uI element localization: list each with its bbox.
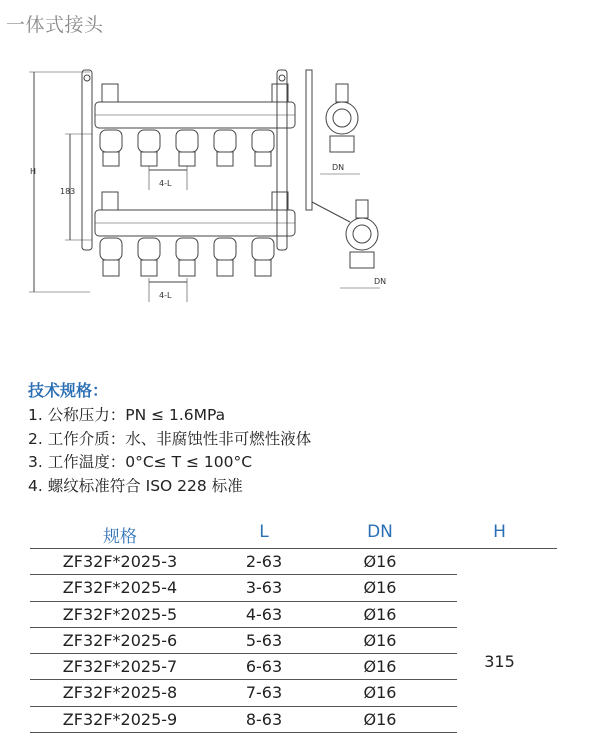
header-dn: DN [367,522,393,542]
spacing-top-label: 4-L [159,179,172,188]
h-value-label: 183 [60,187,76,196]
dn-bottom-label: DN [374,277,387,286]
spec-item: 4. 螺纹标准符合 ISO 228 标准 [28,476,243,495]
manifold-technical-drawing [20,62,400,307]
cell-dn: Ø16 [363,552,397,571]
cell-model: ZF32F*2025-7 [62,657,178,677]
cell-model: ZF32F*2025-3 [62,552,178,571]
spec-table [30,520,557,733]
table-body [30,549,557,733]
h-label: H [30,167,37,176]
dn-top-label: DN [332,163,345,172]
table-row [30,628,457,654]
table-row [30,549,457,575]
cell-dn: Ø16 [363,657,397,677]
cell-l: 2-63 [245,552,283,571]
cell-l: 4-63 [245,604,283,624]
header-model: 规格 [103,527,137,547]
header-h: H [493,522,506,542]
cell-l: 6-63 [245,657,283,677]
table-header [30,520,557,549]
cell-dn: Ø16 [363,709,397,729]
header-l: L [259,522,269,542]
table-row [30,602,457,628]
spec-item: 2. 工作介质：水、非腐蚀性非可燃性液体 [28,429,312,448]
cell-l: 8-63 [245,709,283,729]
spec-list [28,404,311,498]
cell-dn: Ø16 [363,683,397,703]
cell-dn: Ø16 [363,604,397,624]
cell-l: 7-63 [245,683,283,703]
table-row [30,707,457,733]
cell-l: 5-63 [245,630,283,650]
table-row [30,680,457,706]
spec-item: 3. 工作温度：0°C≤ T ≤ 100°C [28,453,253,471]
cell-h-merged: 315 [484,652,515,671]
cell-model: ZF32F*2025-9 [62,709,178,729]
cell-dn: Ø16 [363,578,397,598]
cell-dn: Ø16 [363,630,397,650]
cell-model: ZF32F*2025-6 [62,630,178,650]
cell-l: 3-63 [245,578,283,598]
cell-model: ZF32F*2025-4 [62,578,178,598]
spacing-bottom-label: 4-L [159,291,172,300]
table-row [30,575,457,601]
spec-item: 1. 公称压力：PN ≤ 1.6MPa [28,406,226,424]
page-title: 一体式接头 [6,14,104,36]
cell-model: ZF32F*2025-5 [62,604,178,624]
table-row [30,654,457,680]
spec-heading: 技术规格： [28,381,109,400]
cell-model: ZF32F*2025-8 [62,683,178,703]
